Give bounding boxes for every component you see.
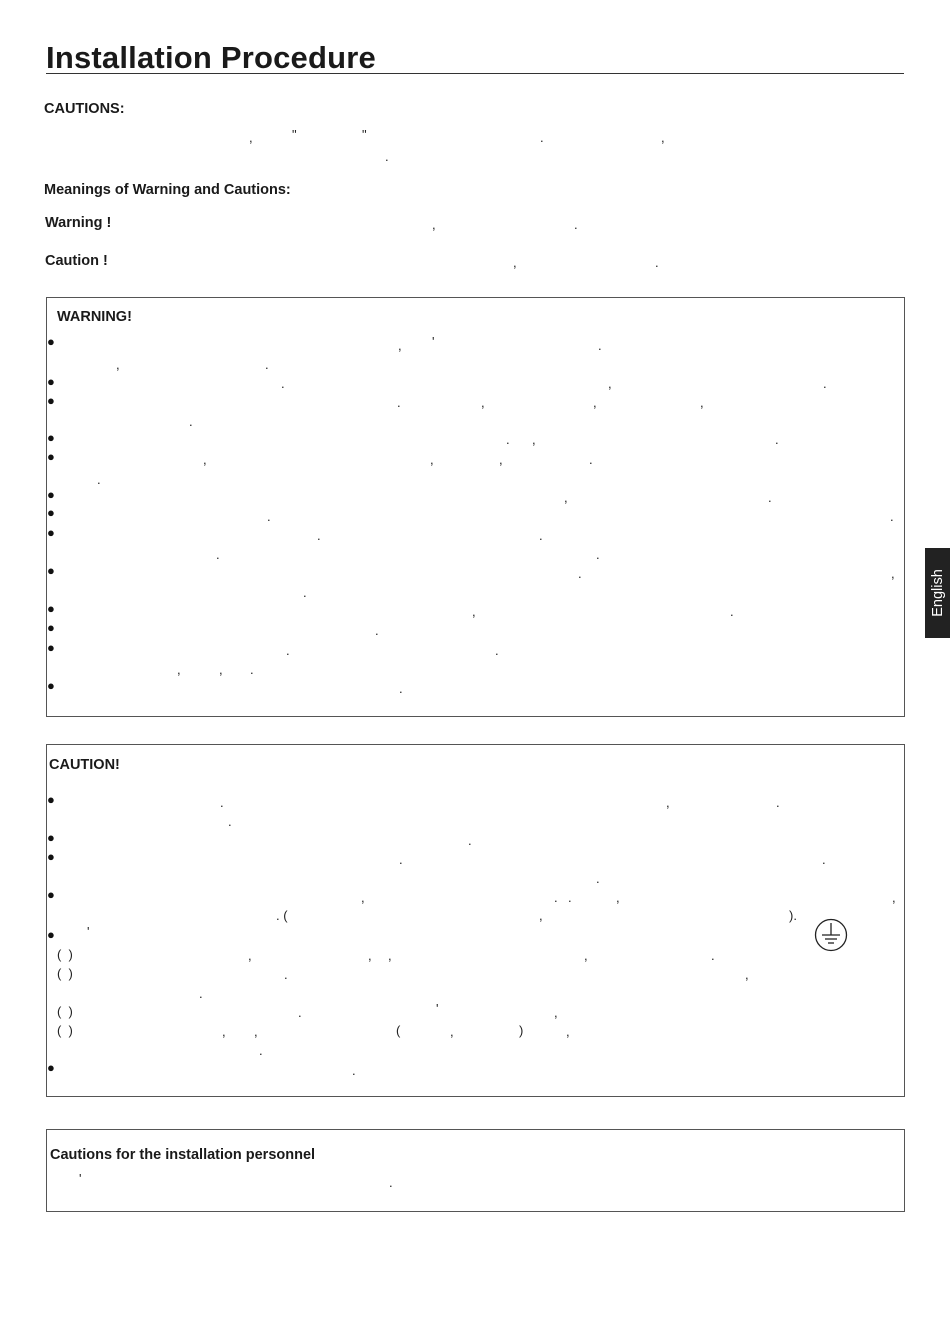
bullet-icon: ● (47, 393, 55, 408)
punct: . (298, 1005, 302, 1020)
punct: ' (436, 1001, 439, 1016)
punct: . (265, 357, 269, 372)
punct: . (97, 472, 101, 487)
bullet-icon: ● (47, 334, 55, 349)
punct: . (596, 871, 600, 886)
punct: , (608, 376, 612, 391)
punct: , (203, 452, 207, 467)
bullet-icon: ● (47, 640, 55, 655)
punct: , (745, 967, 749, 982)
punct: . (303, 585, 307, 600)
bullet-icon: ● (47, 927, 55, 942)
caution-label: Caution ! (45, 253, 108, 269)
punct: , (388, 948, 392, 963)
punct: . (495, 643, 499, 658)
punct: ( (396, 1023, 401, 1038)
punct: , (432, 217, 436, 232)
punct: ( ) (57, 1023, 73, 1038)
personnel-heading: Cautions for the installation personnel (50, 1147, 316, 1163)
meanings-heading: Meanings of Warning and Cautions: (44, 182, 291, 198)
punct: . (589, 452, 593, 467)
punct: , (248, 948, 252, 963)
punct: . (317, 528, 321, 543)
punct: , (472, 604, 476, 619)
punct: ' (79, 1171, 82, 1186)
punct: , (254, 1024, 258, 1039)
punct: ( ) (57, 1004, 73, 1019)
punct: , (249, 130, 253, 145)
punct: . (655, 255, 659, 270)
punct: , (661, 130, 665, 145)
punct: . (568, 890, 572, 905)
punct: , (532, 432, 536, 447)
punct: , (539, 908, 543, 923)
bullet-icon: ● (47, 374, 55, 389)
punct: . (228, 814, 232, 829)
punct: . (768, 490, 772, 505)
side-tab-label: English (929, 569, 946, 617)
punct: . ( (276, 908, 288, 923)
page-title: Installation Procedure (46, 40, 376, 75)
bullet-icon: ● (47, 1060, 55, 1075)
punct: , (116, 357, 120, 372)
bullet-icon: ● (47, 678, 55, 693)
punct: , (513, 255, 517, 270)
language-side-tab (925, 548, 950, 638)
punct: . (554, 890, 558, 905)
punct: , (584, 948, 588, 963)
punct: , (368, 948, 372, 963)
punct: , (481, 395, 485, 410)
punct: . (578, 566, 582, 581)
punct: . (596, 547, 600, 562)
bullet-icon: ● (47, 620, 55, 635)
punct: , (564, 490, 568, 505)
punct: , (361, 890, 365, 905)
warning-box-heading: WARNING! (57, 309, 132, 325)
punct: . (220, 795, 224, 810)
punct: . (281, 376, 285, 391)
bullet-icon: ● (47, 487, 55, 502)
punct: . (399, 681, 403, 696)
title-rule (46, 73, 904, 74)
punct: . (284, 967, 288, 982)
punct: , (616, 890, 620, 905)
punct: , (430, 452, 434, 467)
punct: , (177, 662, 181, 677)
punct: . (259, 1043, 263, 1058)
punct: . (540, 130, 544, 145)
punct: , (554, 1005, 558, 1020)
punct: , (499, 452, 503, 467)
punct: , (891, 566, 895, 581)
bullet-icon: ● (47, 849, 55, 864)
punct: . (399, 852, 403, 867)
punct: , (219, 662, 223, 677)
punct: , (566, 1024, 570, 1039)
punct: " (362, 127, 367, 142)
punct: . (730, 604, 734, 619)
punct: . (250, 662, 254, 677)
punct: , (593, 395, 597, 410)
punct: . (286, 643, 290, 658)
punct: . (776, 795, 780, 810)
punct: ( ) (57, 966, 73, 981)
punct: . (468, 833, 472, 848)
punct: . (389, 1175, 393, 1190)
punct: , (398, 338, 402, 353)
punct: " (292, 127, 297, 142)
bullet-icon: ● (47, 505, 55, 520)
bullet-icon: ● (47, 830, 55, 845)
bullet-icon: ● (47, 563, 55, 578)
punct: ( ) (57, 947, 73, 962)
warning-label: Warning ! (45, 215, 112, 231)
punct: . (574, 217, 578, 232)
punct: . (890, 509, 894, 524)
punct: ' (87, 924, 90, 939)
bullet-icon: ● (47, 449, 55, 464)
punct: ). (789, 908, 797, 923)
cautions-heading: CAUTIONS: (44, 101, 125, 117)
punct: . (598, 338, 602, 353)
punct: . (352, 1063, 356, 1078)
punct: . (711, 948, 715, 963)
punct: . (822, 852, 826, 867)
punct: . (199, 986, 203, 1001)
punct: , (222, 1024, 226, 1039)
punct: , (700, 395, 704, 410)
bullet-icon: ● (47, 525, 55, 540)
punct: . (375, 623, 379, 638)
bullet-icon: ● (47, 887, 55, 902)
punct: , (666, 795, 670, 810)
punct: ' (432, 334, 435, 349)
punct: ) (519, 1023, 524, 1038)
punct: . (397, 395, 401, 410)
warning-box (46, 297, 905, 717)
bullet-icon: ● (47, 430, 55, 445)
punct: , (892, 890, 896, 905)
bullet-icon: ● (47, 601, 55, 616)
punct: . (216, 547, 220, 562)
punct: . (539, 528, 543, 543)
caution-box-heading: CAUTION! (49, 757, 120, 773)
bullet-icon: ● (47, 792, 55, 807)
punct: , (450, 1024, 454, 1039)
punct: . (775, 432, 779, 447)
punct: . (189, 414, 193, 429)
punct: . (506, 432, 510, 447)
ground-symbol-icon (814, 918, 848, 952)
punct: . (823, 376, 827, 391)
personnel-box (46, 1129, 905, 1212)
punct: . (267, 509, 271, 524)
punct: . (385, 149, 389, 164)
